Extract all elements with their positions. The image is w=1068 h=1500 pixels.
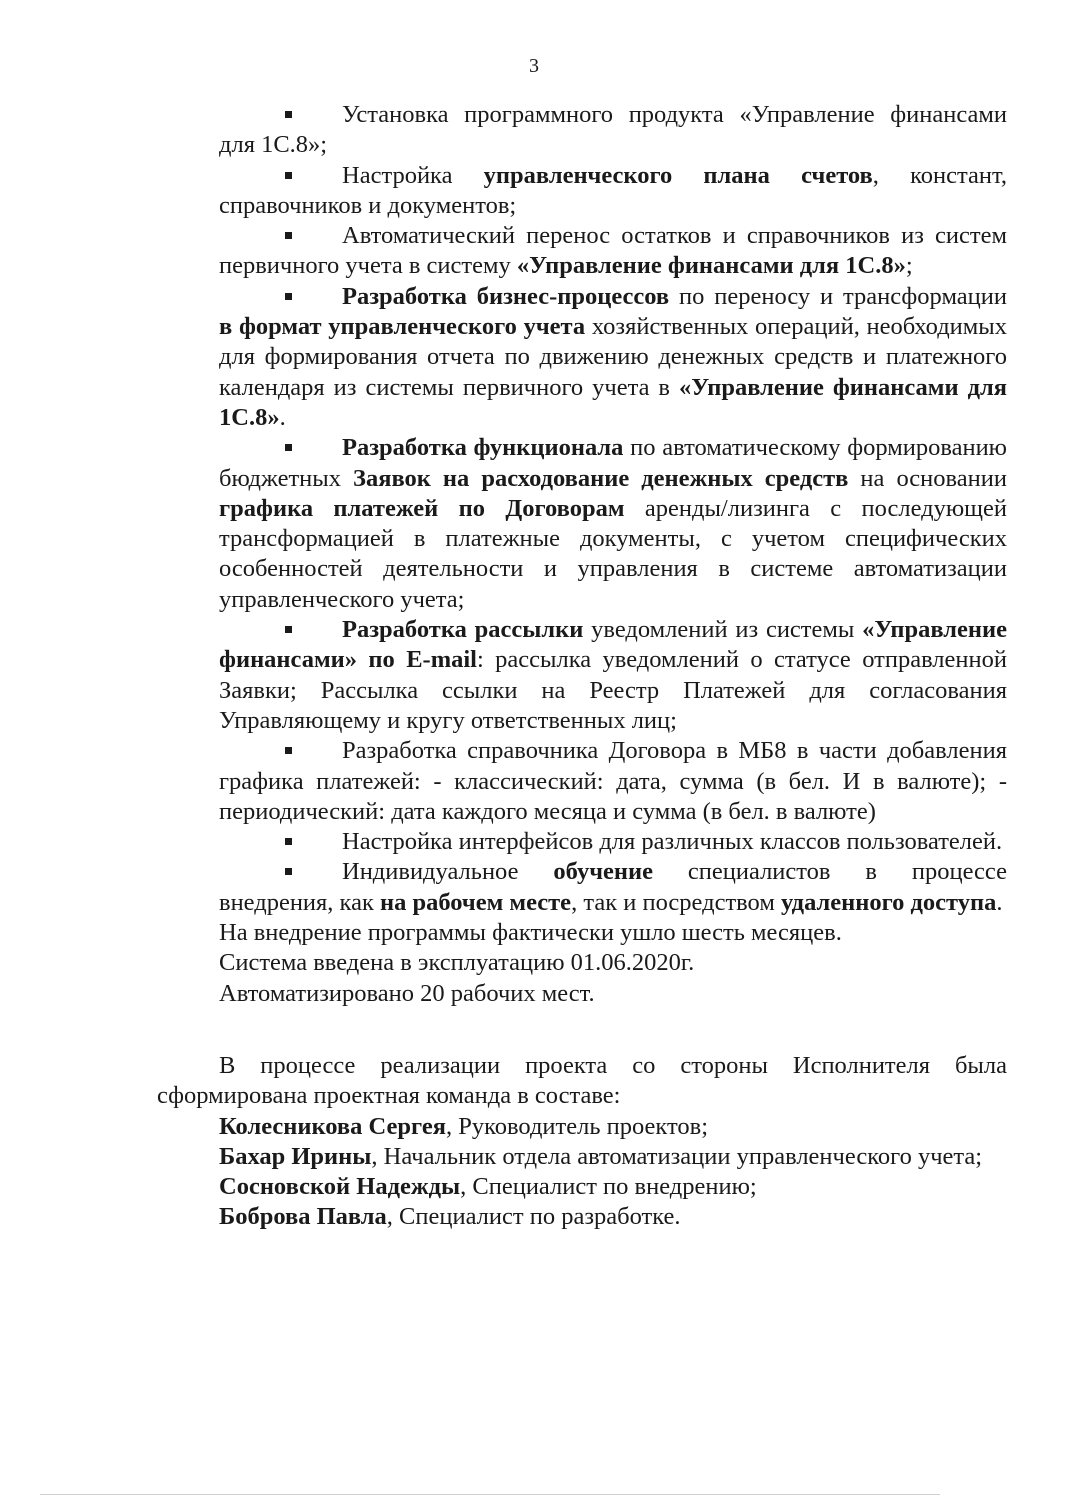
scan-edge-line	[40, 1494, 940, 1495]
text: специалистов в процессе внедрения, как	[219, 858, 1007, 916]
bold-text: «Управление финансами» по E-mail	[219, 616, 1008, 674]
bullet-item-text	[342, 828, 1002, 855]
bullet-item	[219, 857, 1007, 918]
square-bullet-icon	[285, 838, 292, 845]
bullet-item	[219, 433, 1007, 615]
text: Настройка интерфейсов для различных классов пользователей.	[342, 828, 1003, 856]
text: по переносу и трансформации	[669, 282, 1007, 310]
summary-line: На внедрение программы фактически ушло шесть месяцев.	[219, 919, 842, 947]
square-bullet-icon	[285, 293, 292, 300]
square-bullet-icon	[285, 172, 292, 179]
square-bullet-icon	[285, 444, 292, 451]
bullet-item	[219, 282, 1007, 433]
team-member-role: , Специалист по внедрению;	[460, 1173, 757, 1201]
team-member	[219, 1202, 1007, 1232]
team-member	[157, 1142, 1007, 1172]
text: .	[996, 888, 1003, 916]
bullet-item-text	[219, 737, 1007, 825]
text: : рассылка уведомлений о статусе отправленной Заявки; Рассылка ссылки на Реестр Платежей для согласования Управляющему и кругу ответственных лиц;	[219, 646, 1007, 734]
page-number: 3	[529, 55, 539, 77]
team-member-role: , Начальник отдела автоматизации управленческого учета;	[371, 1142, 983, 1170]
bullet-item	[219, 615, 1007, 736]
team-intro: В процессе реализации проекта со стороны Исполнителя была сформирована проектная команда в составе:	[157, 1051, 1007, 1110]
bullet-item-text	[219, 283, 1007, 431]
summary-line: Система введена в эксплуатацию 01.06.2020г.	[219, 949, 695, 977]
bold-text: «Управление финансами для 1С.8»	[219, 373, 1007, 431]
bold-text: Разработка функционала	[342, 434, 624, 462]
bold-text: управленческого плана счетов	[483, 161, 873, 189]
bullet-item-text	[219, 222, 1007, 279]
text: ;	[905, 252, 913, 280]
text: Автоматический перенос остатков и справочников из систем первичного учета в систему	[219, 222, 1007, 280]
team-member-name: Боброва Павла	[219, 1203, 387, 1231]
team-member	[219, 1112, 1007, 1142]
bullet-item	[219, 736, 1007, 827]
bold-text: в формат управленческого учета	[219, 313, 586, 341]
text: Настройка	[342, 161, 484, 189]
bold-text: графика платежей по Договорам	[219, 494, 625, 522]
bullet-item-text	[219, 434, 1007, 612]
bullet-item-text	[219, 101, 1007, 158]
team-member-name: Бахар Ирины	[219, 1142, 372, 1170]
text: .	[279, 403, 286, 431]
bold-text: Заявок на расходование денежных средств	[353, 464, 849, 492]
team-member-name: Сосновской Надежды	[219, 1173, 461, 1201]
team-member-role: , Специалист по разработке.	[386, 1203, 681, 1231]
bold-text: на рабочем месте	[380, 888, 572, 916]
bullet-item	[219, 827, 1007, 857]
bullet-item	[219, 221, 1007, 282]
text: Установка программного продукта «Управление финансами для 1С.8»;	[219, 101, 1007, 159]
summary-line: Автоматизировано 20 рабочих мест.	[219, 979, 595, 1007]
text: аренды/лизинга с последующей трансформацией в платежные документы, с учетом специфических особенностей деятельности и управления в системе автоматизации управленческого учета;	[219, 494, 1008, 613]
square-bullet-icon	[285, 747, 292, 754]
square-bullet-icon	[285, 626, 292, 633]
team-member	[219, 1172, 1007, 1202]
bullet-item-text	[219, 616, 1007, 734]
square-bullet-icon	[285, 232, 292, 239]
text: по автоматическому формированию бюджетных	[219, 434, 1007, 492]
bullet-item	[219, 100, 1007, 161]
document-body	[157, 100, 1008, 1233]
text: на основании	[848, 464, 1007, 492]
bullet-item-text	[219, 858, 1007, 915]
text: уведомлений из системы	[583, 616, 863, 644]
team-member-role: , Руководитель проектов;	[445, 1112, 709, 1140]
spacer	[219, 1009, 1007, 1051]
text: , так и посредством	[571, 888, 781, 916]
bullet-item-text	[219, 162, 1007, 219]
team-member-name: Колесникова Сергея	[219, 1112, 446, 1140]
square-bullet-icon	[285, 111, 292, 118]
text: Разработка справочника Договора в МБ8 в части добавления графика платежей: - классический: дата, сумма (в бел. И в валюте); - периодический: дата каждого месяца и сумма (в бел. в валюте)	[219, 737, 1007, 825]
bold-text: «Управление финансами для 1С.8»	[516, 252, 906, 280]
bullet-item	[219, 161, 1007, 222]
text: , констант, справочников и документов;	[219, 161, 1007, 219]
bold-text: удаленного доступа	[780, 888, 997, 916]
bullet-list	[219, 100, 1007, 918]
bold-text: Разработка бизнес-процессов	[342, 282, 670, 310]
square-bullet-icon	[285, 868, 292, 875]
bold-text: Разработка рассылки	[342, 616, 584, 644]
bold-text: обучение	[553, 858, 653, 886]
text: хозяйственных операций, необходимых для формирования отчета по движению денежных средств и платежного календаря из системы первичного учета в	[219, 313, 1007, 401]
text: Индивидуальное	[342, 858, 554, 886]
